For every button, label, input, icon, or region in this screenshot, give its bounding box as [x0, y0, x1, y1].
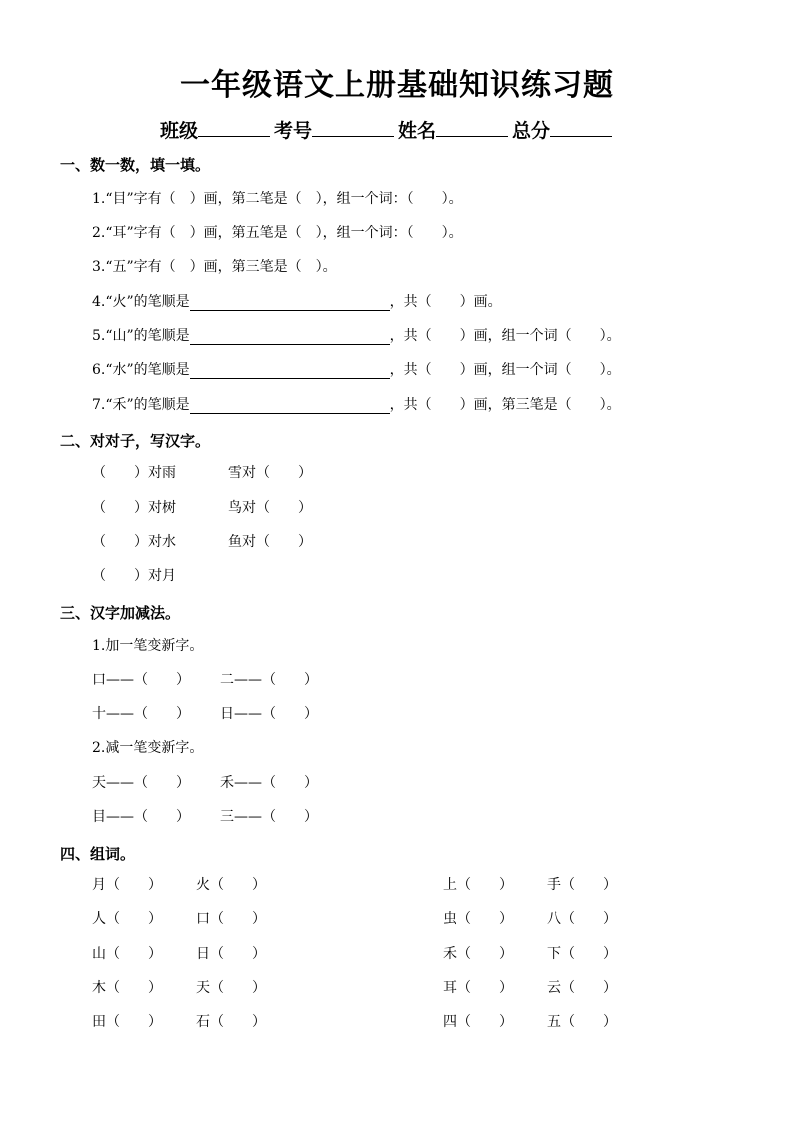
stroke-order-suffix: ，共（ ）画。 — [389, 294, 502, 310]
stroke-order-row — [92, 293, 502, 311]
exam-number-label: 考号 — [274, 120, 313, 142]
word-item: 禾（ ） — [443, 946, 513, 962]
word-item: 木（ ） — [92, 980, 162, 996]
section-2-heading: 二、对对子，写汉字。 — [60, 432, 211, 450]
stroke-order-row — [92, 396, 621, 414]
word-item: 耳（ ） — [443, 980, 513, 996]
character-puzzle: 禾——（ ） — [220, 775, 318, 791]
question-line: 1.“目”字有（ ）画，第二笔是（ ），组一个词：（ ）。 — [92, 191, 463, 207]
word-item: 山（ ） — [92, 946, 162, 962]
character-puzzle: 三——（ ） — [220, 809, 318, 825]
couplet-item: 鸟对（ ） — [228, 500, 312, 516]
stroke-order-blank[interactable] — [190, 362, 390, 379]
word-item: 火（ ） — [196, 877, 266, 893]
exam-number-blank[interactable] — [312, 118, 394, 137]
stroke-order-suffix: ，共（ ）画，组一个词（ ）。 — [389, 362, 621, 378]
subsection-remove-stroke: 2.减一笔变新字。 — [92, 740, 204, 756]
stroke-order-suffix: ，共（ ）画，第三笔是（ ）。 — [389, 397, 621, 413]
couplet-item: （ ）对水 — [92, 534, 176, 550]
word-item: 人（ ） — [92, 911, 162, 927]
word-item: 日（ ） — [196, 946, 266, 962]
word-item: 口（ ） — [196, 911, 266, 927]
word-item: 天（ ） — [196, 980, 266, 996]
character-puzzle: 天——（ ） — [92, 775, 190, 791]
stroke-order-row — [92, 361, 621, 379]
couplet-item: （ ）对雨 — [92, 465, 176, 481]
character-puzzle: 十——（ ） — [92, 706, 190, 722]
question-line: 2.“耳”字有（ ）画，第五笔是（ ），组一个词：（ ）。 — [92, 225, 463, 241]
word-item: 云（ ） — [547, 980, 617, 996]
section-3-heading: 三、汉字加减法。 — [60, 604, 181, 622]
stroke-order-prompt: 6.“水”的笔顺是 — [92, 362, 190, 378]
stroke-order-prompt: 7.“禾”的笔顺是 — [92, 397, 190, 413]
word-item: 四（ ） — [443, 1014, 513, 1030]
character-puzzle: 二——（ ） — [220, 672, 318, 688]
question-line: 3.“五”字有（ ）画，第三笔是（ ）。 — [92, 259, 337, 275]
couplet-item: （ ）对月 — [92, 568, 176, 584]
section-4-heading: 四、组词。 — [60, 845, 136, 863]
word-item: 下（ ） — [547, 946, 617, 962]
total-score-label: 总分 — [512, 120, 551, 142]
stroke-order-suffix: ，共（ ）画，组一个词（ ）。 — [389, 328, 621, 344]
character-puzzle: 日——（ ） — [220, 706, 318, 722]
stroke-order-blank[interactable] — [190, 397, 390, 414]
stroke-order-blank[interactable] — [190, 294, 390, 311]
class-blank[interactable] — [198, 118, 270, 137]
couplet-item: 鱼对（ ） — [228, 534, 312, 550]
stroke-order-blank[interactable] — [190, 328, 390, 345]
couplet-item: 雪对（ ） — [228, 465, 312, 481]
word-item: 田（ ） — [92, 1014, 162, 1030]
stroke-order-row — [92, 327, 621, 345]
stroke-order-prompt: 4.“火”的笔顺是 — [92, 294, 190, 310]
subsection-add-stroke: 1.加一笔变新字。 — [92, 638, 204, 654]
word-item: 手（ ） — [547, 877, 617, 893]
total-score-blank[interactable] — [550, 118, 612, 137]
word-item: 八（ ） — [547, 911, 617, 927]
word-item: 五（ ） — [547, 1014, 617, 1030]
name-label: 姓名 — [398, 120, 437, 142]
page-title: 一年级语文上册基础知识练习题 — [180, 68, 614, 103]
section-1-heading: 一、数一数，填一填。 — [60, 156, 211, 174]
word-item: 月（ ） — [92, 877, 162, 893]
stroke-order-prompt: 5.“山”的笔顺是 — [92, 328, 190, 344]
name-blank[interactable] — [436, 118, 508, 137]
couplet-item: （ ）对树 — [92, 500, 176, 516]
word-item: 石（ ） — [196, 1014, 266, 1030]
character-puzzle: 口——（ ） — [92, 672, 190, 688]
word-item: 上（ ） — [443, 877, 513, 893]
word-item: 虫（ ） — [443, 911, 513, 927]
character-puzzle: 目——（ ） — [92, 809, 190, 825]
student-info-row — [160, 116, 616, 143]
class-label: 班级 — [160, 120, 199, 142]
